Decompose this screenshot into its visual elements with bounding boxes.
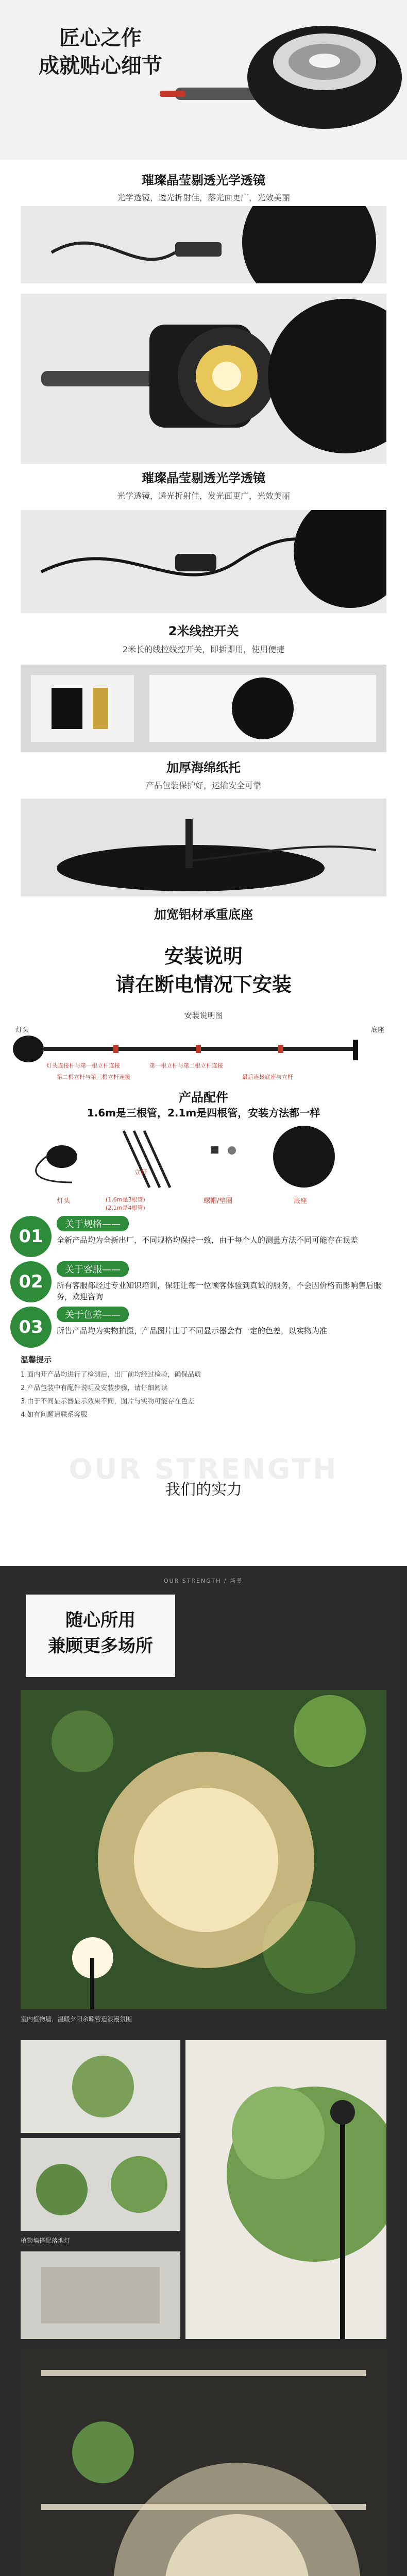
feature-package-image — [21, 665, 386, 752]
parts-section — [0, 1087, 407, 1216]
scene-caption2: 植物墙搭配落地灯 — [21, 2237, 71, 2244]
feature-switch-title: 2米线控开关 — [168, 624, 239, 638]
hero-section — [0, 0, 407, 160]
note-item-specs — [10, 1216, 397, 1257]
strength-watermark: OUR STRENGTH — [69, 1453, 338, 1485]
install-step2: 第一根立杆与第二根立杆连接 — [149, 1062, 223, 1069]
note-text: 所售产品均为实物拍摄，产品图片由于不同显示器会有一定的色差，以实物为准 — [57, 1326, 328, 1335]
warning-line: 2.产品包装中有配件说明及安装步骤，请仔细阅读 — [21, 1384, 168, 1392]
scenes-small-header: OUR STRENGTH / 场景 — [163, 1578, 244, 1584]
warning-line: 3.由于不同显示器显示效果不同，图片与实物可能存在色差 — [21, 1398, 195, 1405]
install-step1: 灯头连接杆与第一根立杆连接 — [46, 1062, 120, 1069]
install-label-lamp: 灯头 — [15, 1026, 29, 1034]
scene-bookshelf-photo — [21, 2349, 386, 2576]
notes-section — [0, 1216, 407, 1350]
hero-title-line1: 匠心之作 — [59, 26, 142, 50]
feature-package-title: 加厚海绵纸托 — [166, 760, 241, 775]
note-heading: 关于色差—— — [57, 1307, 129, 1322]
feature-base-image — [21, 799, 386, 896]
scene-collage-photo1 — [21, 2040, 180, 2133]
install-subtitle: 请在断电情况下安装 — [115, 973, 292, 996]
feature-package-subtitle: 产品包装保护好，运输安全可靠 — [145, 781, 261, 790]
install-label-base: 底座 — [371, 1026, 385, 1034]
scenes-title-line1: 随心所用 — [65, 1610, 135, 1631]
scenes-section — [0, 1566, 407, 2576]
strength-title: 我们的实力 — [165, 1481, 242, 1499]
parts-label-base: 底座 — [294, 1197, 308, 1205]
scene-collage-photo3 — [21, 2251, 180, 2339]
feature-lens-subtitle: 光学透镜，透光折射佳，落光面更广，光效美丽 — [116, 193, 290, 202]
install-step3: 第二根立杆与第三根立杆连接 — [57, 1074, 130, 1080]
scenes-title-card — [26, 1595, 175, 1677]
parts-label-poles: 立杆 — [134, 1169, 148, 1177]
note-item-service — [10, 1261, 397, 1302]
scene-caption1: 室内植物墙，温暖夕阳余晖营造浪漫氛围 — [21, 2015, 132, 2023]
feature-switch-subtitle: 2米长的线控线控开关，即插即用，使用便捷 — [122, 645, 285, 654]
scene-plant-wall-photo — [21, 1690, 386, 2009]
install-diagram — [0, 1010, 407, 1087]
hero-title-line2: 成就贴心细节 — [39, 54, 162, 78]
spacer — [0, 1515, 407, 1566]
warning-title: 温馨提示 — [21, 1355, 52, 1364]
parts-drawing — [15, 1126, 392, 1193]
scenes-title-line2: 兼顾更多场所 — [48, 1636, 153, 1656]
feature-package-section — [0, 665, 407, 799]
parts-label-lamp: 灯头 — [57, 1197, 71, 1205]
feature-lens2-section — [0, 289, 407, 510]
feature-lens-title: 璀璨晶莹剔透光学透镜 — [142, 173, 265, 188]
parts-title: 产品配件 — [179, 1090, 228, 1105]
scene-collage-photo2 — [21, 2138, 180, 2231]
feature-lens-image — [21, 206, 386, 283]
parts-subtitle: 1.6m是三根管，2.1m是四根管，安装方法都一样 — [87, 1107, 320, 1119]
note-heading: 关于规格—— — [57, 1216, 129, 1231]
warning-list — [21, 1368, 386, 1422]
parts-label-screw: 螺帽/垫圈 — [204, 1197, 233, 1205]
warning-section — [0, 1350, 407, 1453]
warning-line: 4.如有问题请联系客服 — [21, 1411, 88, 1419]
feature-lens2-title: 璀璨晶莹剔透光学透镜 — [142, 471, 265, 485]
install-step4: 最后连接底座与立杆 — [242, 1074, 293, 1080]
feature-lens-section — [0, 160, 407, 289]
note-item-color — [10, 1307, 397, 1348]
note-number: 01 — [10, 1216, 52, 1257]
note-text: 所有客服都经过专业知识培训，保证让每一位顾客体验到真诚的服务，不会因价格而影响售后服务，欢迎咨询 — [57, 1281, 382, 1301]
feature-base-title: 加宽铝材承重底座 — [154, 907, 253, 922]
scene-plant-floorlamp-photo — [185, 2040, 386, 2339]
feature-base-section — [0, 799, 407, 933]
install-title: 安装说明 — [164, 945, 243, 968]
note-heading: 关于客服—— — [57, 1261, 129, 1277]
lamp-head-image — [155, 21, 402, 149]
note-number: 02 — [10, 1261, 52, 1302]
parts-label-poles-note: (1.6m是3根管) (2.1m是4根管) — [106, 1196, 145, 1211]
feature-switch-section — [0, 510, 407, 665]
note-text: 全新产品均为全新出厂，不同规格均保持一致，由于每个人的测量方法不同可能存在误差 — [57, 1235, 359, 1245]
feature-lens2-image — [21, 294, 386, 464]
strength-section — [0, 1453, 407, 1515]
feature-lens2-subtitle: 光学透镜，透光折射佳，发光面更广，光效美丽 — [116, 491, 290, 501]
install-header — [0, 933, 407, 1010]
note-number: 03 — [10, 1307, 52, 1348]
install-rod-drawing — [10, 1035, 397, 1065]
install-diagram-title: 安装说明图 — [184, 1011, 223, 1020]
warning-line: 1.面内开产品均进行了检测后，出厂前均经过检验，确保品质 — [21, 1371, 201, 1379]
feature-switch-image — [21, 510, 386, 613]
